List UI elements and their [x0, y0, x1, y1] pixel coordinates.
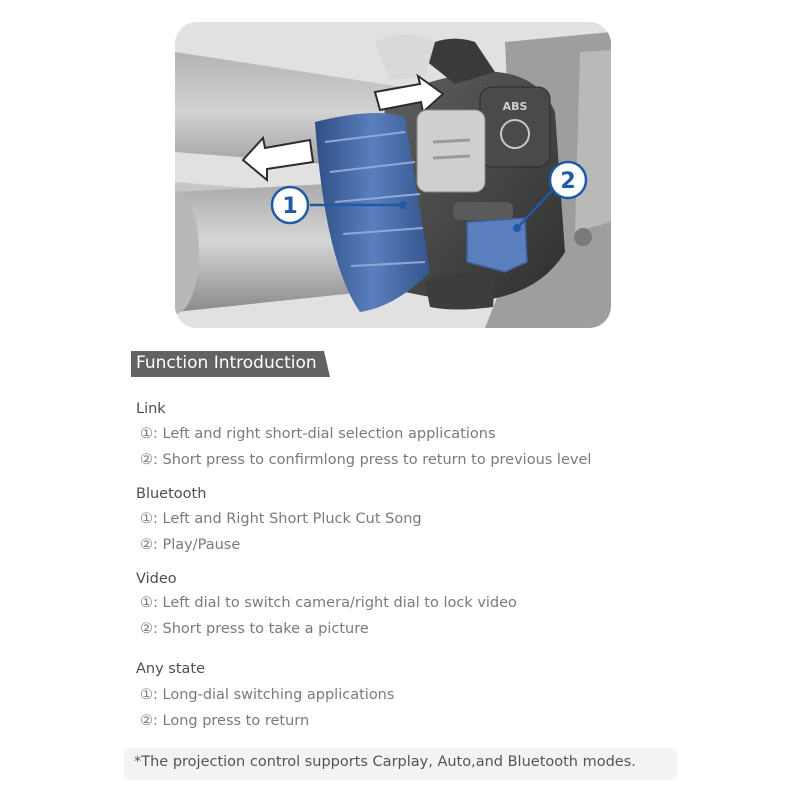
mode-title: Bluetooth	[136, 486, 207, 502]
mode-video	[136, 570, 517, 638]
mode-item: ②: Play/Pause	[140, 537, 241, 553]
mode-title: Video	[136, 571, 177, 587]
mode-title: Link	[136, 401, 166, 417]
mode-item: ①: Left and Right Short Pluck Cut Song	[140, 511, 422, 527]
mode-item: ①: Left and right short-dial selection applications	[140, 426, 496, 442]
callout-1-label: 1	[282, 194, 298, 219]
mode-item: ①: Long-dial switching applications	[140, 687, 395, 703]
abs-button	[480, 87, 550, 167]
mode-item: ②: Short press to confirmlong press to return to previous level	[140, 452, 592, 468]
mode-item: ①: Left dial to switch camera/right dial to lock video	[140, 595, 517, 611]
mode-title: Any state	[136, 661, 206, 677]
section-title-banner	[131, 351, 331, 377]
mode-bluetooth	[136, 485, 422, 554]
mode-link	[136, 400, 591, 469]
mode-any-state	[136, 660, 394, 730]
center-button	[417, 110, 485, 192]
abs-label: ABS	[502, 100, 528, 113]
callout-2-label: 2	[560, 169, 576, 194]
handlebar-illustration	[175, 22, 611, 328]
footnote: *The projection control supports Carplay, Auto,and Bluetooth modes.	[124, 748, 677, 780]
mode-item: ②: Long press to return	[140, 713, 310, 729]
lower-button	[425, 273, 495, 310]
mode-item: ②: Short press to take a picture	[140, 621, 369, 637]
section-title: Function Introduction	[136, 353, 317, 373]
